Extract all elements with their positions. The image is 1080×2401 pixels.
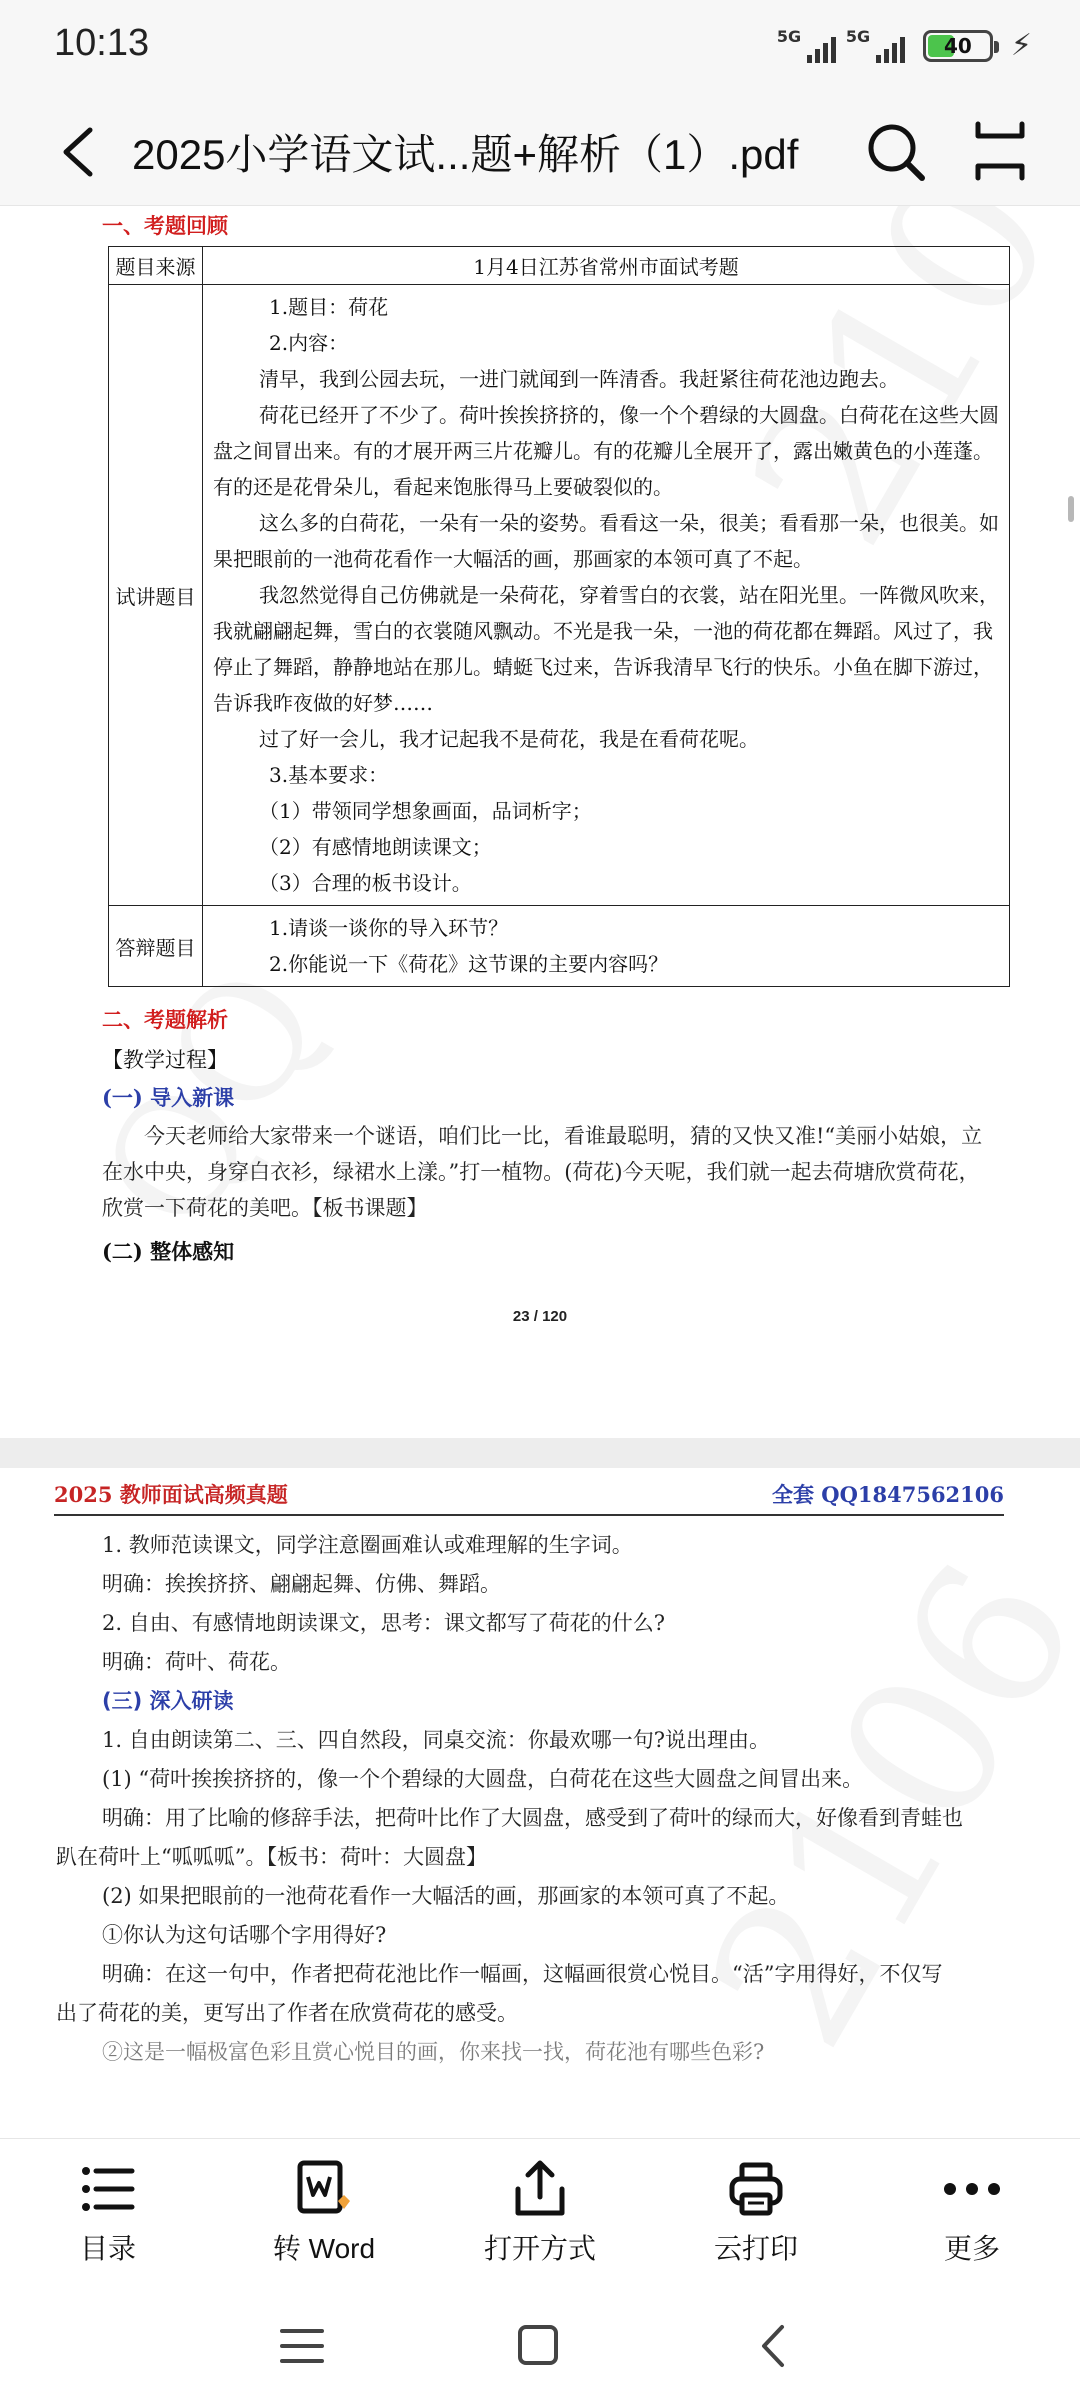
trial-line: 清早，我到公园去玩，一进门就闻到一阵清香。我赶紧往荷花池边跑去。: [259, 367, 899, 391]
exam-table: [108, 246, 1010, 987]
trial-line: 告诉我昨夜做的好梦……: [213, 691, 433, 715]
part3-title: (三) 深入研读: [102, 1689, 234, 1713]
part2-title: (二) 整体感知: [102, 1239, 235, 1264]
para-line: 在水中央，身穿白衣衫，绿裙水上漾。”打一植物。(荷花)今天呢，我们就一起去荷塘欣赏荷花，: [102, 1160, 980, 1184]
toolbar-cloud-print-button[interactable]: [666, 2159, 846, 2267]
back-arrow-icon[interactable]: [50, 122, 110, 182]
list-icon: [78, 2159, 138, 2219]
body-line: 明确：在这一句中，作者把荷花池比作一幅画，这幅画很赏心悦目。“活”字用得好，不仅写: [102, 1962, 943, 1986]
trial-line: 停止了舞蹈，静静地站在那儿。蜻蜓飞过来，告诉我清早飞行的快乐。小鱼在脚下游过，: [213, 655, 993, 679]
trial-line: 我就翩翩起舞，雪白的衣裳随风飘动。不光是我一朵，一池的荷花都在舞蹈。风过了，我: [213, 619, 993, 643]
toolbar-open-with-button[interactable]: [450, 2159, 630, 2267]
body-line: 2. 自由、有感情地朗读课文，思考：课文都写了荷花的什么?: [102, 1611, 665, 1635]
source-value: 1月4日江苏省常州市面试考题: [203, 247, 1010, 285]
source-label: 题目来源: [109, 247, 203, 285]
trial-line: 这么多的白荷花，一朵有一朵的姿势。看看这一朵，很美；看看那一朵，也很美。如: [259, 511, 999, 535]
toolbar-contents-button[interactable]: [18, 2159, 198, 2267]
trial-line: （3）合理的板书设计。: [259, 871, 472, 895]
trial-line: 荷花已经开了不少了。荷叶挨挨挤挤的，像一个个碧绿的大圆盘。白荷花在这些大圆: [259, 403, 999, 427]
defense-line: 2.你能说一下《荷花》这节课的主要内容吗？: [269, 952, 669, 976]
document-title: 2025小学语文试...题+解析（1）.pdf: [132, 131, 799, 178]
body-line: ①你认为这句话哪个字用得好?: [102, 1923, 387, 1947]
body-line: 明确：挨挨挤挤、翩翩起舞、仿佛、舞蹈。: [102, 1572, 501, 1596]
defense-content: [203, 906, 1010, 987]
bottom-toolbar: [0, 2138, 1080, 2293]
body-line: ②这是一幅极富色彩且赏心悦目的画，你来找一找，荷花池有哪些色彩?: [102, 2040, 765, 2064]
defense-line: 1.请谈一谈你的导入环节？: [269, 916, 509, 940]
signal-icon-sim2: 5G: [846, 29, 905, 63]
body-line: 1. 自由朗读第二、三、四自然段，同桌交流：你最欢哪一句?说出理由。: [102, 1728, 770, 1752]
page2-body: [56, 1526, 1004, 2072]
toolbar-label: 目录: [79, 2233, 136, 2264]
app-header: [0, 96, 1080, 206]
scrollbar-thumb[interactable]: [1068, 496, 1074, 522]
trial-line: 有的还是花骨朵儿，看起来饱胀得马上要破裂似的。: [213, 475, 673, 499]
share-icon: [510, 2159, 570, 2219]
battery-icon: 40: [923, 30, 993, 62]
status-icons: [777, 28, 1032, 63]
nav-back-icon[interactable]: [746, 2321, 802, 2371]
toolbar-label: 云打印: [713, 2233, 798, 2264]
trial-line: 2.内容：: [269, 331, 349, 355]
trial-line: 3.基本要求：: [269, 763, 389, 787]
word-convert-icon: [294, 2159, 354, 2219]
toolbar-label: 转 Word: [272, 2233, 376, 2264]
pdf-page-24: [0, 1468, 1080, 2138]
header-rule: [54, 1514, 1004, 1516]
trial-line: 过了好一会儿，我才记起我不是荷花，我是在看荷花呢。: [259, 727, 759, 751]
part1-title: (一) 导入新课: [102, 1085, 235, 1110]
menu-icon[interactable]: [274, 2321, 330, 2371]
fullscreen-icon[interactable]: [970, 120, 1030, 182]
toolbar-label: 更多: [943, 2233, 1000, 2264]
search-icon[interactable]: [862, 118, 928, 184]
toolbar-label: 打开方式: [483, 2233, 596, 2264]
more-icon: [942, 2159, 1002, 2219]
signal-icon-sim1: 5G: [777, 29, 836, 63]
toolbar-more-button[interactable]: [882, 2159, 1062, 2267]
body-line: 出了荷花的美，更写出了作者在欣赏荷花的感受。: [56, 2001, 518, 2025]
pdf-page-23: [0, 206, 1080, 1438]
page-number: 23 / 120: [512, 1308, 568, 1325]
para-line: 今天老师给大家带来一个谜语，咱们比一比，看谁最聪明，猜的又快又准!“美丽小姑娘，立: [144, 1124, 983, 1148]
page-header-left: 2025 教师面试高频真题: [54, 1482, 288, 1507]
body-line: (1) “荷叶挨挨挤挤的，像一个个碧绿的大圆盘，白荷花在这些大圆盘之间冒出来。: [102, 1767, 864, 1791]
printer-icon: [726, 2159, 786, 2219]
status-time: 10:13: [54, 22, 150, 64]
body-line: 1. 教师范读课文，同学注意圈画难认或难理解的生字词。: [102, 1533, 633, 1557]
charging-icon: ⚡: [1010, 28, 1032, 63]
section-title-review: 一、考题回顾: [102, 214, 228, 238]
defense-label: 答辩题目: [109, 906, 203, 987]
trial-line: 果把眼前的一池荷花看作一大幅活的画，那画家的本领可真了不起。: [213, 547, 813, 571]
trial-label: 试讲题目: [109, 285, 203, 906]
pdf-viewer[interactable]: [0, 206, 1080, 2138]
para-line: 欣赏一下荷花的美吧。【板书课题】: [102, 1196, 428, 1220]
body-line: (2) 如果把眼前的一池荷花看作一大幅活的画，那画家的本领可真了不起。: [102, 1884, 790, 1908]
status-bar: [0, 0, 1080, 96]
toolbar-word-button[interactable]: [234, 2159, 414, 2267]
body-line: 明确：用了比喻的修辞手法，把荷叶比作了大圆盘，感受到了荷叶的绿而大，好像看到青蛙也: [102, 1806, 963, 1830]
body-line: 明确：荷叶、荷花。: [102, 1650, 291, 1674]
trial-content: [203, 285, 1010, 906]
page-header-right: 全套 QQ1847562106: [771, 1482, 1004, 1507]
trial-line: 盘之间冒出来。有的才展开两三片花瓣儿。有的花瓣儿全展开了，露出嫩黄色的小莲蓬。: [213, 439, 993, 463]
trial-line: 我忽然觉得自己仿佛就是一朵荷花，穿着雪白的衣裳，站在阳光里。一阵微风吹来，: [259, 583, 999, 607]
system-nav-bar: [0, 2293, 1080, 2401]
teaching-process-label: 【教学过程】: [102, 1048, 228, 1072]
trial-line: （1）带领同学想象画面，品词析字；: [259, 799, 592, 823]
section-title-analysis: 二、考题解析: [102, 1008, 228, 1032]
trial-line: 1.题目：荷花: [269, 295, 389, 319]
home-icon[interactable]: [510, 2321, 566, 2371]
body-line: 趴在荷叶上“呱呱呱”。【板书：荷叶：大圆盘】: [56, 1845, 487, 1869]
trial-line: （2）有感情地朗读课文；: [259, 835, 492, 859]
part1-paragraph: [102, 1118, 1004, 1226]
